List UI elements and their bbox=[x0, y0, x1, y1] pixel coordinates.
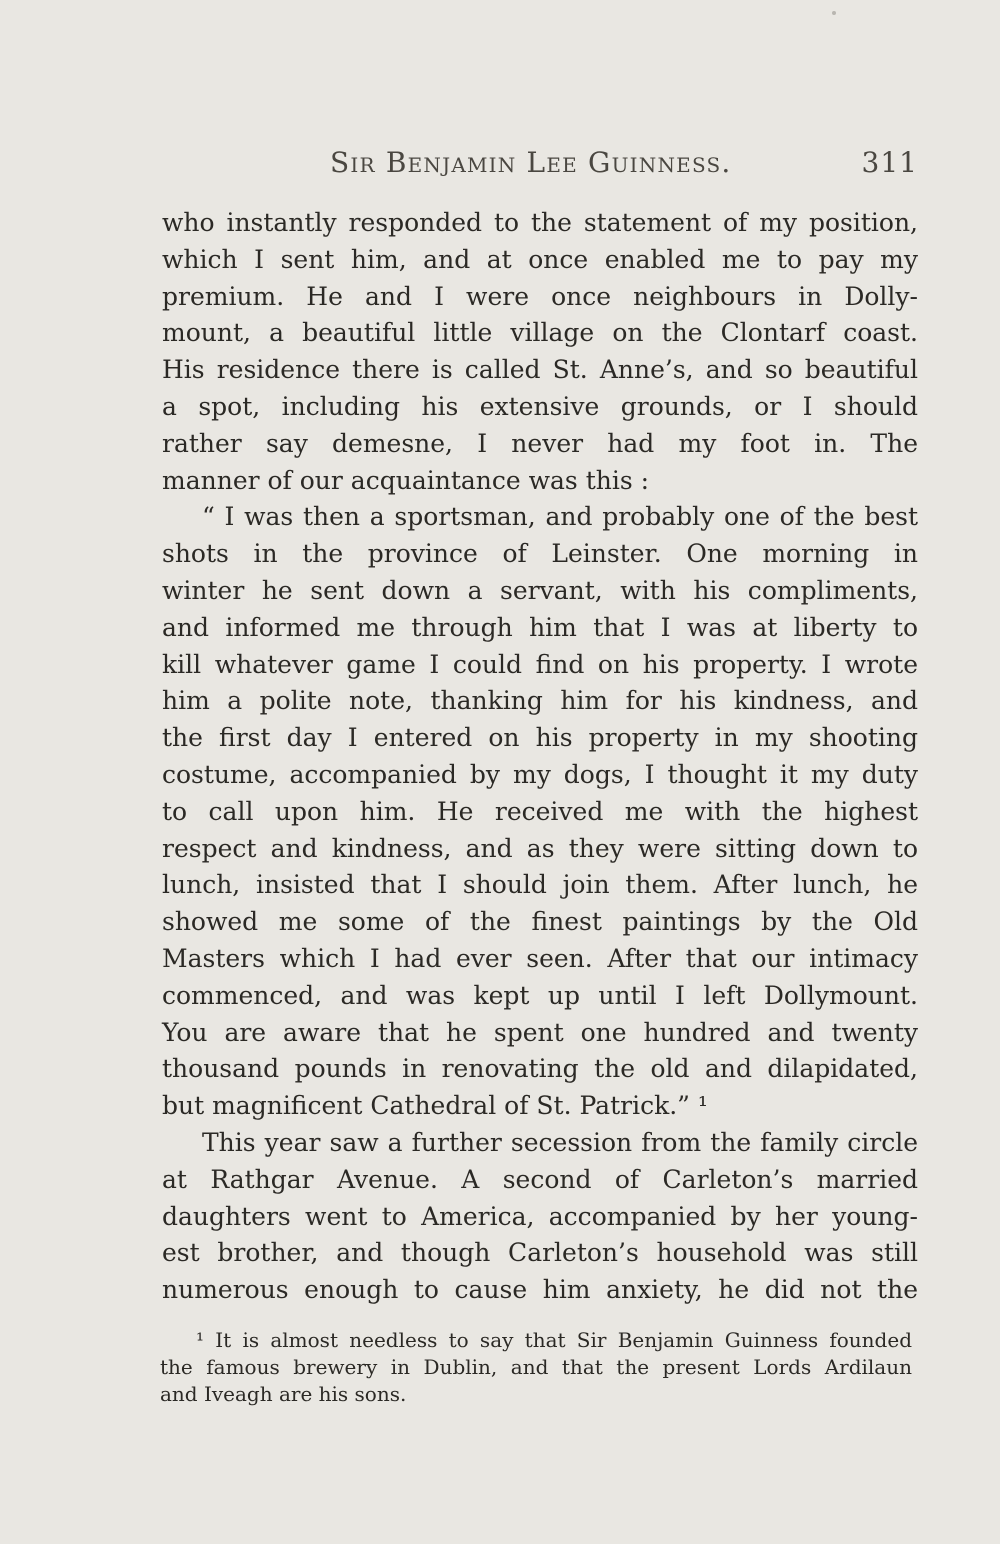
text-line: commenced, and was kept up until I left Dollymount. bbox=[162, 980, 918, 1010]
text-line: premium. He and I were once neighbours in Dolly- bbox=[162, 281, 918, 311]
text-line: You are aware that he spent one hundred and twenty bbox=[162, 1017, 918, 1047]
text-line: the first day I entered on his property in my shooting bbox=[162, 723, 918, 753]
text-line: respect and kindness, and as they were sitting down to bbox=[162, 833, 918, 863]
text-line: Masters which I had ever seen. After that our intimacy bbox=[162, 943, 918, 973]
text-line: to call upon him. He received me with the highest bbox=[162, 796, 918, 826]
text-line: manner of our acquaintance was this : bbox=[162, 465, 650, 495]
footnote-line: the famous brewery in Dublin, and that the present Lords Ardilaun bbox=[160, 1355, 912, 1379]
text-line: “ I was then a sportsman, and probably one of the best bbox=[202, 502, 918, 532]
text-line: winter he sent down a servant, with his compliments, bbox=[162, 575, 918, 605]
body-text bbox=[162, 205, 918, 1309]
text-line: His residence there is called St. Anne’s, and so beautiful bbox=[162, 355, 918, 385]
text-line: at Rathgar Avenue. A second of Carleton’s married bbox=[162, 1164, 918, 1194]
page-number: 311 bbox=[861, 146, 918, 179]
text-line: showed me some of the finest paintings by the Old bbox=[162, 907, 918, 937]
text-line: est brother, and though Carleton’s household was still bbox=[162, 1238, 918, 1268]
text-line: kill whatever game I could find on his property. I wrote bbox=[162, 649, 918, 679]
footnote-line: and Iveagh are his sons. bbox=[160, 1382, 407, 1406]
text-line: who instantly responded to the statement of my position, bbox=[162, 208, 918, 237]
text-line: thousand pounds in renovating the old and dilapidated, bbox=[162, 1054, 918, 1084]
running-title: Sir Benjamin Lee Guinness. bbox=[330, 146, 732, 179]
footnote-line: ¹ It is almost needless to say that Sir Benjamin Guinness founded bbox=[196, 1328, 912, 1352]
page-header bbox=[160, 146, 918, 186]
text-line: a spot, including his extensive grounds, or I should bbox=[162, 391, 918, 421]
paper-speck bbox=[832, 11, 836, 15]
text-line: shots in the province of Leinster. One morning in bbox=[162, 539, 918, 569]
text-line: lunch, insisted that I should join them. After lunch, he bbox=[162, 870, 918, 900]
text-line: daughters went to America, accompanied by her young- bbox=[162, 1201, 918, 1231]
text-line: and informed me through him that I was at liberty to bbox=[162, 612, 918, 642]
footnote bbox=[160, 1327, 912, 1408]
text-line: but magnificent Cathedral of St. Patrick.” ¹ bbox=[162, 1091, 708, 1121]
text-line: him a polite note, thanking him for his kindness, and bbox=[162, 686, 918, 716]
text-line: This year saw a further secession from the family circle bbox=[202, 1127, 918, 1157]
text-line: costume, accompanied by my dogs, I thought it my duty bbox=[162, 759, 918, 789]
text-line: mount, a beautiful little village on the Clontarf coast. bbox=[162, 318, 918, 348]
text-line: rather say demesne, I never had my foot in. The bbox=[162, 428, 918, 458]
text-line: which I sent him, and at once enabled me to pay my bbox=[162, 244, 918, 274]
text-line: numerous enough to cause him anxiety, he did not the bbox=[162, 1275, 918, 1305]
